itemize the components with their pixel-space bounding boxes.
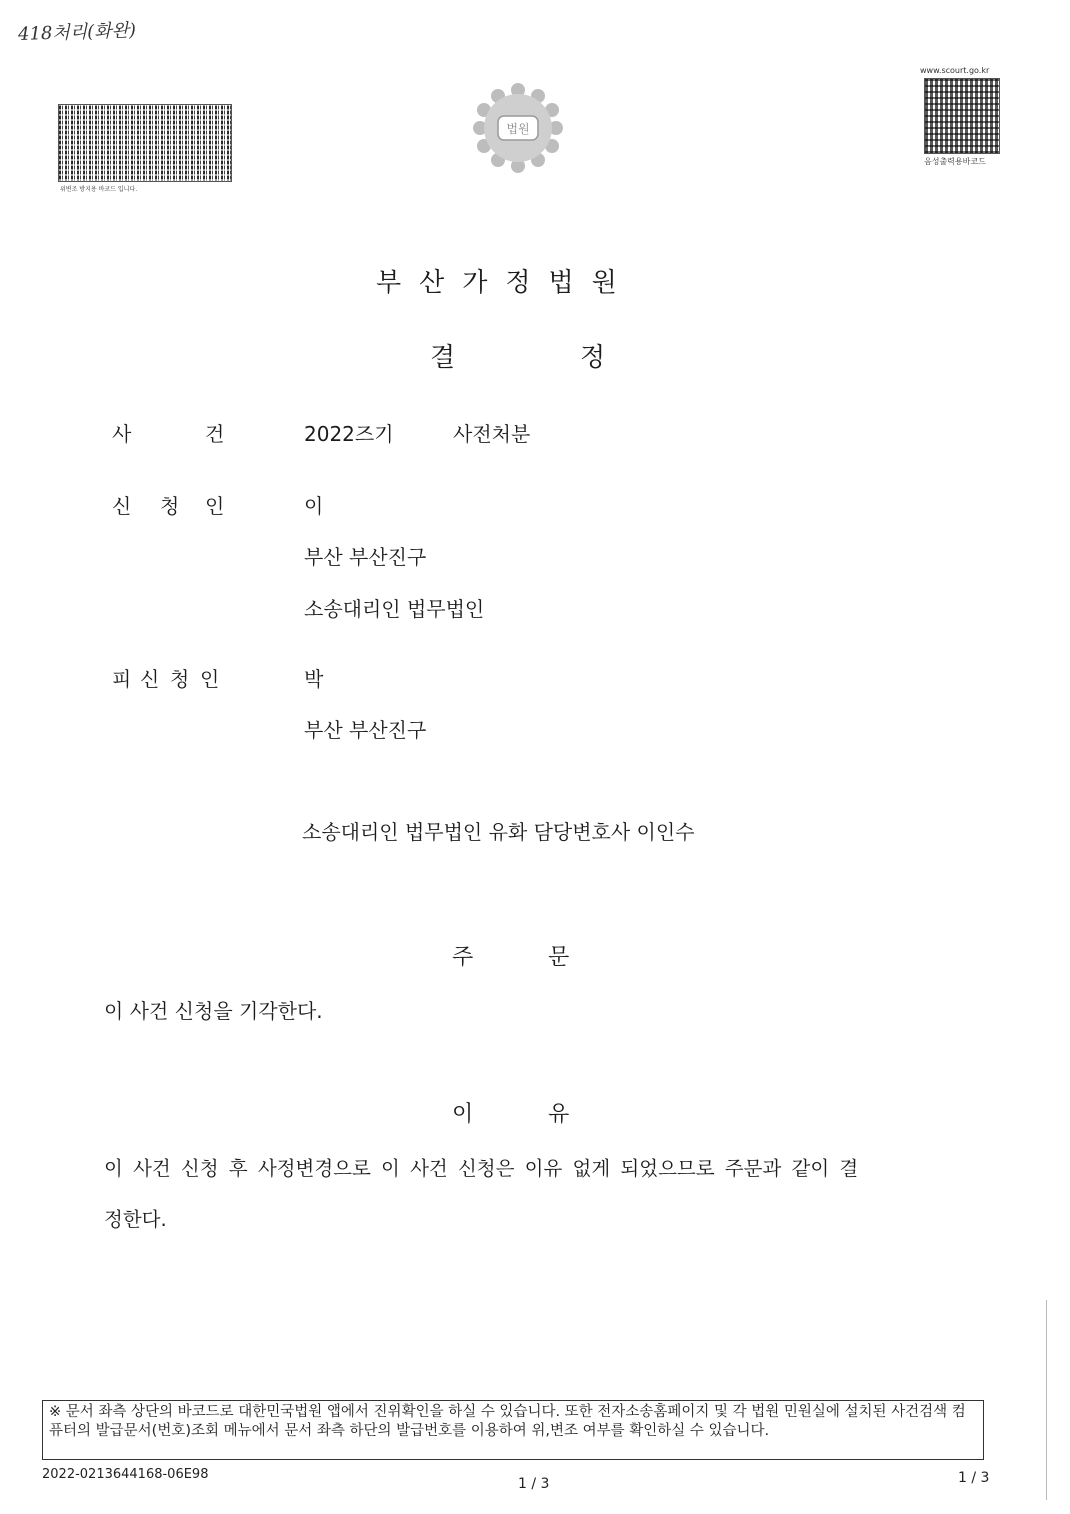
doc-title-first: 결 [430, 343, 456, 373]
page-number-center: 1 / 3 [518, 1476, 550, 1492]
reason-heading-char: 유 [548, 1102, 570, 1127]
reason-heading-char: 이 [452, 1102, 474, 1127]
scan-edge-line [1046, 1300, 1047, 1500]
respondent-label-char: 청 [170, 667, 190, 691]
respondent-label-char: 인 [200, 667, 220, 691]
applicant-label-char: 인 [205, 494, 225, 518]
applicant-name: 이 [304, 494, 324, 518]
applicant-label-char: 신 [112, 494, 132, 518]
issue-number: 2022-0213644168-06E98 [42, 1467, 209, 1482]
order-heading-char: 문 [548, 945, 570, 970]
respondent-label-char: 피 [112, 667, 132, 691]
doc-title-second: 정 [580, 343, 606, 373]
barcode-caption: 위변조 방지용 바코드 입니다. [60, 186, 138, 193]
verification-notice: ※ 문서 좌측 상단의 바코드로 대한민국법원 앱에서 진위확인을 하실 수 있습니다. 또한 전자소송홈페이지 및 각 법원 민원실에 설치된 사건검색 컴퓨터의 발급문서(번호)조회 메뉴에서 문서 좌측 하단의 발급번호를 이용하여 위,변조 여부를 확인하실 수 있습니다. [42, 1400, 984, 1460]
court-name: 부산가정법원 [376, 268, 635, 298]
applicant-address: 부산 부산진구 [304, 545, 427, 569]
handwritten-note: 418처리(화완) [17, 19, 137, 46]
case-label-char: 사 [112, 422, 132, 446]
order-text: 이 사건 신청을 기각한다. [104, 999, 323, 1023]
respondent-representative: 소송대리인 법무법인 유화 담당변호사 이인수 [302, 820, 695, 844]
seal-text: 법원 [506, 122, 530, 136]
court-seal-icon [470, 80, 566, 176]
case-label-char: 건 [205, 422, 225, 446]
authenticity-barcode [58, 104, 232, 182]
case-name: 사전처분 [453, 422, 531, 446]
applicant-label-char: 청 [160, 494, 180, 518]
voice-output-qr-code [924, 78, 1000, 154]
reason-text-line: 정한다. [104, 1208, 167, 1231]
reason-text-line: 이 사건 신청 후 사정변경으로 이 사건 신청은 이유 없게 되었으므로 주문과 같이 결 [104, 1157, 859, 1180]
qr-caption: 음성출력용바코드 [924, 157, 986, 166]
respondent-name: 박 [304, 667, 324, 691]
qr-url: www.scourt.go.kr [920, 66, 990, 75]
applicant-representative: 소송대리인 법무법인 [304, 597, 485, 621]
respondent-label-char: 신 [140, 667, 160, 691]
respondent-address: 부산 부산진구 [304, 718, 427, 742]
case-number: 2022즈기 [304, 422, 394, 446]
page-number-right: 1 / 3 [958, 1470, 990, 1486]
order-heading-char: 주 [452, 945, 474, 970]
